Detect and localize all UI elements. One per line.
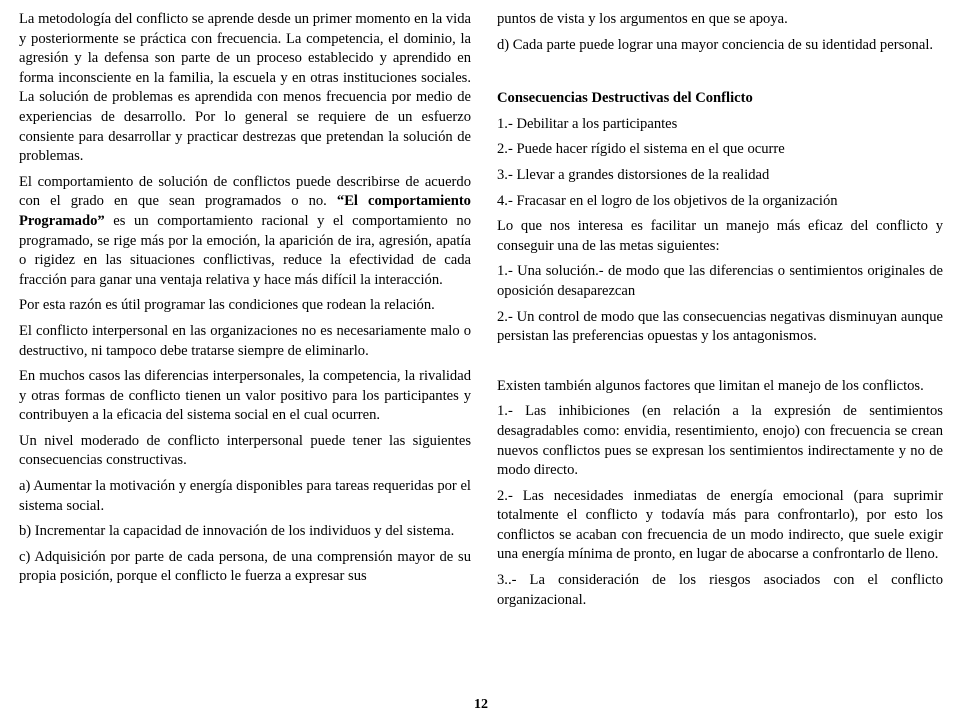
paragraph bbox=[19, 173, 471, 291]
list-item: 2.- Las necesidades inmediatas de energía emocional (para suprimir totalmente el conflicto y todavía más para confrontarlo), por esto los conflictos se acaban con frecuencia de un modo indirecto, que suele exigir una energía mínima de pronto, en lugar de abocarse a confrontarlo de lleno. bbox=[497, 487, 943, 563]
paragraph-text: es un comportamiento racional y el comportamiento no programado, se rige más por la emoción, la aparición de ira, agresión, apatía o rigidez en las situaciones conflictivas, reduce la efectividad de cada fracción para ganar una ventaja relativa y hace más difícil la interacción. bbox=[19, 212, 471, 288]
list-item: 1.- Las inhibiciones (en relación a la expresión de sentimientos desagradables como: envidia, resentimiento, enojo) con frecuencia se crean nuevos conflictos pues se expresan los sentimientos indirectamente y no de modo directo. bbox=[497, 403, 943, 479]
paragraph: En muchos casos las diferencias interpersonales, la competencia, la rivalidad y otras formas de conflicto tienen un valor positivo para los participantes y contribuyen a la eficacia del sistema social en el cual ocurren. bbox=[19, 368, 471, 424]
list-item: 2.- Un control de modo que las consecuencias negativas disminuyan aunque persistan las preferencias opuestas y los antagonismos. bbox=[497, 308, 943, 345]
paragraph: El conflicto interpersonal en las organizaciones no es necesariamente malo o destructivo, ni tampoco debe tratarse siempre de eliminarlo. bbox=[19, 322, 471, 359]
section-heading: Consecuencias Destructivas del Conflicto bbox=[497, 90, 753, 107]
bold-term: “El comportamiento Programado” bbox=[19, 193, 471, 229]
list-item: b) Incrementar la capacidad de innovación de los individuos y del sistema. bbox=[19, 523, 455, 540]
paragraph: Existen también algunos factores que limitan el manejo de los conflictos. bbox=[497, 377, 924, 394]
paragraph: puntos de vista y los argumentos en que se apoya. bbox=[497, 11, 788, 27]
list-item: d) Cada parte puede lograr una mayor conciencia de su identidad personal. bbox=[497, 36, 934, 53]
right-column bbox=[497, 10, 943, 616]
list-item: c) Adquisición por parte de cada persona, de una comprensión mayor de su propia posición, porque el conflicto le fuerza a expresar sus bbox=[19, 548, 471, 585]
list-item: 2.- Puede hacer rígido el sistema en el que ocurre bbox=[497, 141, 785, 158]
list-item: 1.- Debilitar a los participantes bbox=[497, 115, 678, 132]
left-column bbox=[19, 10, 471, 593]
spacer bbox=[497, 61, 943, 89]
list-item: 1.- Una solución.- de modo que las diferencias o sentimientos originales de oposición desaparezcan bbox=[497, 263, 943, 299]
paragraph-text: El comportamiento de solución de conflictos puede describirse de acuerdo con el grado en que sean programados o no. bbox=[19, 173, 471, 210]
list-item: 4.- Fracasar en el logro de los objetivos de la organización bbox=[497, 192, 838, 209]
paragraph: La metodología del conflicto se aprende desde un primer momento en la vida y posteriormente se práctica con frecuencia. La competencia, el dominio, la agresión y la defensa son parte de un proceso establecido y aprendido en forma inconsciente en la familia, la escuela y en otras instituciones sociales. La solución de problemas es aprendida con menos frecuencia por medio de experiencias de desarrollo. Por lo general se requiere de un esfuerzo consiente para desarrollar y practicar destrezas que pretendan la solución de problemas. bbox=[19, 11, 471, 165]
paragraph: Un nivel moderado de conflicto interpersonal puede tener las siguientes consecuencias constructivas. bbox=[19, 432, 471, 469]
list-item: a) Aumentar la motivación y energía disponibles para tareas requeridas por el sistema social. bbox=[19, 478, 471, 514]
paragraph: Lo que nos interesa es facilitar un manejo más eficaz del conflicto y conseguir una de las metas siguientes: bbox=[497, 218, 943, 254]
spacer bbox=[497, 353, 943, 377]
page-number: 12 bbox=[474, 697, 488, 712]
list-item: 3.- Llevar a grandes distorsiones de la realidad bbox=[497, 166, 770, 183]
list-item: 3..- La consideración de los riesgos asociados con el conflicto organizacional. bbox=[497, 572, 943, 608]
paragraph: Por esta razón es útil programar las condiciones que rodean la relación. bbox=[19, 297, 435, 314]
